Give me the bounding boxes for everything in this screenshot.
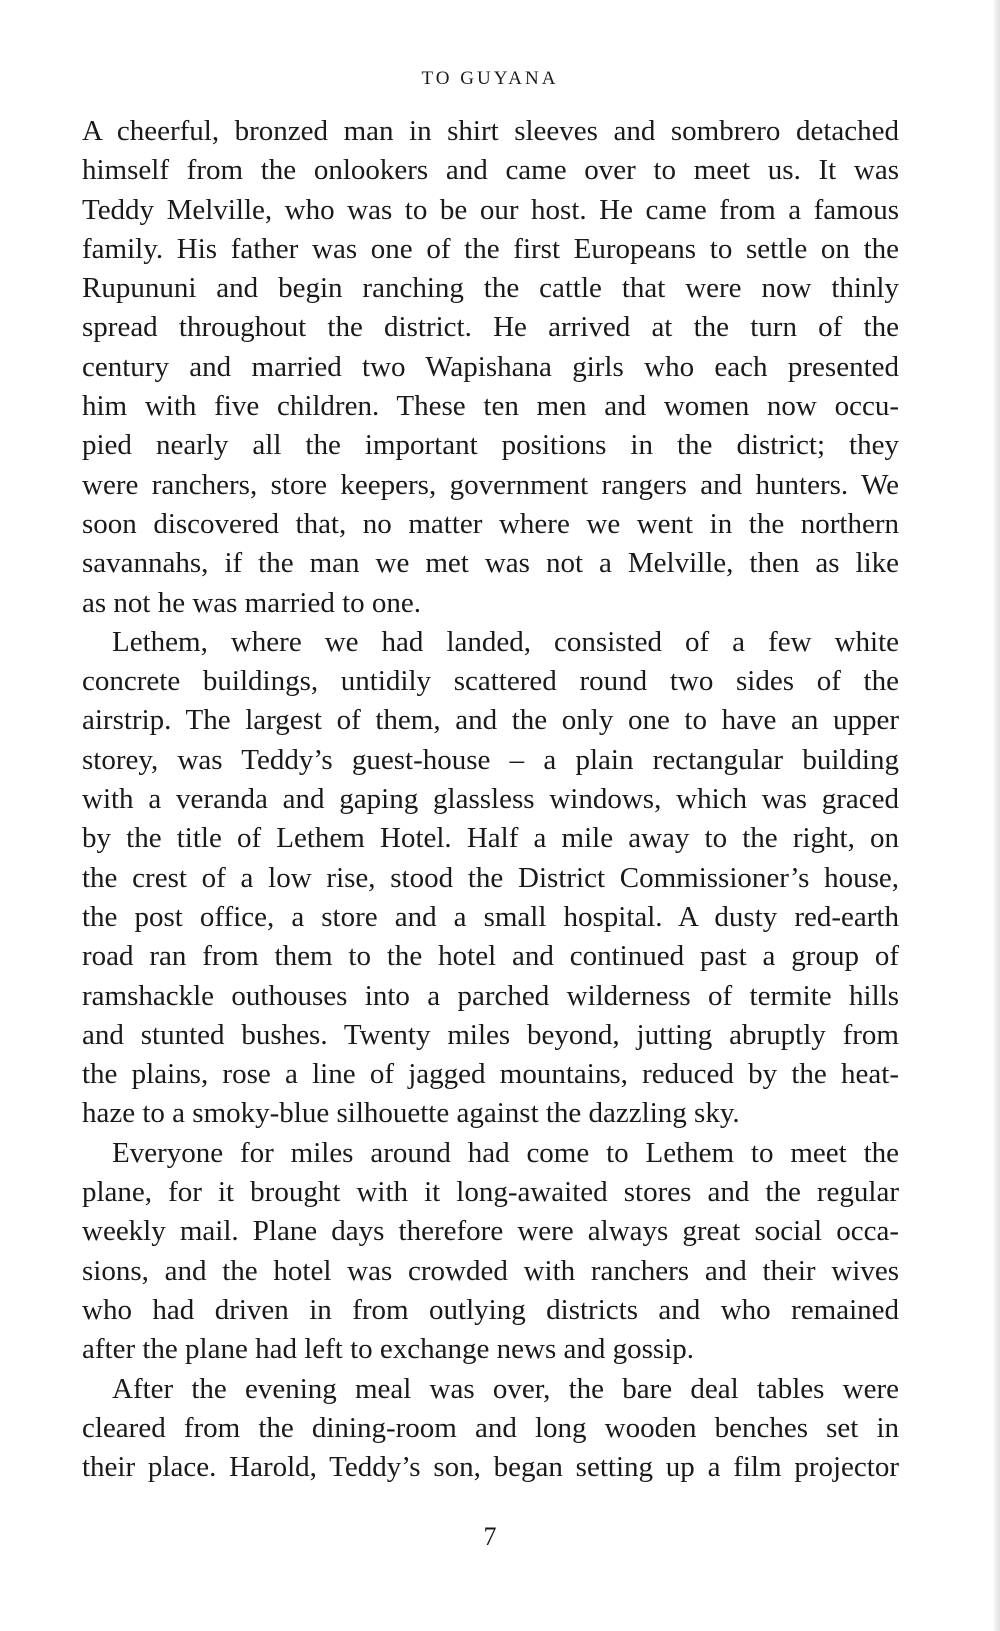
text-line: Rupununi and begin ranching the cattle that were now thinly [82, 272, 899, 305]
text-line: Everyone for miles around had come to Lethem to meet the [112, 1136, 899, 1169]
text-line: soon discovered that, no matter where we went in the northern [82, 507, 899, 540]
body-text [82, 112, 899, 1487]
text-line: sions, and the hotel was crowded with ranchers and their wives [82, 1254, 899, 1287]
text-line: who had driven in from outlying districts and who remained [82, 1293, 899, 1326]
text-line: savannahs, if the man we met was not a Melville, then as like [82, 547, 899, 580]
text-line: with a veranda and gaping glassless windows, which was graced [82, 783, 899, 816]
text-line: pied nearly all the important positions in the district; they [82, 429, 899, 462]
page-edge-shadow [994, 0, 1000, 1631]
text-line: weekly mail. Plane days therefore were always great social occa- [82, 1215, 899, 1248]
text-line: airstrip. The largest of them, and the only one to have an upper [82, 704, 899, 737]
text-line: the plains, rose a line of jagged mountains, reduced by the heat- [82, 1058, 899, 1091]
text-line: storey, was Teddy’s guest-house – a plain rectangular building [82, 743, 899, 776]
text-line: century and married two Wapishana girls who each presented [82, 350, 899, 383]
text-line: cleared from the dining-room and long wooden benches set in [82, 1411, 899, 1444]
page-number: 7 [483, 1522, 497, 1551]
text-line: Lethem, where we had landed, consisted of a few white [112, 625, 899, 658]
text-line: their place. Harold, Teddy’s son, began setting up a film projector [82, 1451, 899, 1484]
text-line: After the evening meal was over, the bare deal tables were [112, 1372, 899, 1405]
text-line: spread throughout the district. He arrived at the turn of the [82, 311, 899, 344]
text-line: family. His father was one of the first Europeans to settle on the [82, 232, 899, 265]
text-line: after the plane had left to exchange news and gossip. [82, 1333, 695, 1366]
text-line: by the title of Lethem Hotel. Half a mile away to the right, on [82, 822, 899, 855]
text-line: ramshackle outhouses into a parched wilderness of termite hills [82, 979, 899, 1012]
text-line: plane, for it brought with it long-awaited stores and the regular [82, 1176, 899, 1209]
text-line: road ran from them to the hotel and continued past a group of [82, 940, 899, 973]
text-line: himself from the onlookers and came over to meet us. It was [82, 154, 899, 187]
text-line: A cheerful, bronzed man in shirt sleeves and sombrero detached [82, 115, 899, 147]
text-line: and stunted bushes. Twenty miles beyond, jutting abruptly from [82, 1018, 899, 1051]
text-line: concrete buildings, untidily scattered round two sides of the [82, 665, 899, 698]
text-line: the crest of a low rise, stood the District Commissioner’s house, [82, 861, 899, 894]
text-line: Teddy Melville, who was to be our host. He came from a famous [82, 193, 899, 226]
text-line: haze to a smoky-blue silhouette against the dazzling sky. [82, 1097, 740, 1130]
text-line: him with five children. These ten men and women now occu- [82, 390, 899, 423]
text-line: as not he was married to one. [82, 586, 422, 619]
text-line: were ranchers, store keepers, government rangers and hunters. We [82, 468, 899, 501]
text-line: the post office, a store and a small hospital. A dusty red-earth [82, 900, 899, 933]
running-head: TO GUYANA [421, 68, 559, 89]
